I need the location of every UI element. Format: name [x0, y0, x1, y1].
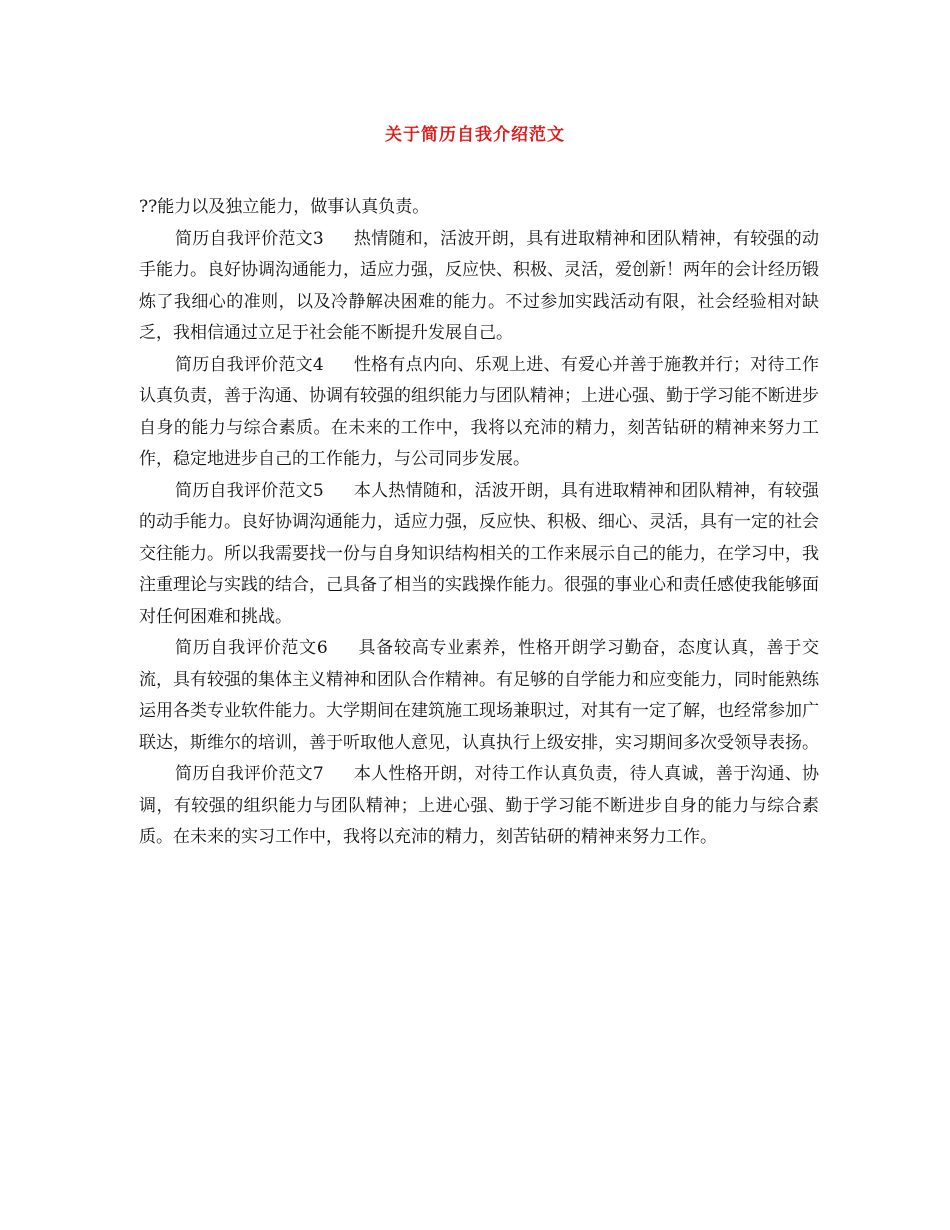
- section-text: 本人热情随和，活波开朗，具有进取精神和团队精神，有较强的动手能力。良好协调沟通能力，适应力强，反应快、积极、细心、灵活，具有一定的社会交往能力。所以我需要找一份与自身知识结构相关的工作来展示自己的能力，在学习中，我注重理论与实践的结合，己具备了相当的实践操作能力。很强的事业心和责任感使我能够面对任何困难和挑战。: [139, 480, 819, 627]
- section-paragraph-4: [139, 350, 819, 476]
- section-label: 简历自我评价范文7: [175, 764, 324, 784]
- section-paragraph-5: [139, 476, 819, 634]
- section-label: 简历自我评价范文4: [175, 354, 324, 375]
- section-text: 具备较高专业素养，性格开朗学习勤奋，态度认真，善于交流，具有较强的集体主义精神和团队合作精神。有足够的自学能力和应变能力，同时能熟练运用各类专业软件能力。大学期间在建筑施工现场兼职过，对其有一定了解，也经常参加广联达，斯维尔的培训，善于听取他人意见，认真执行上级安排，实习期间多次受领导表扬。: [139, 638, 819, 753]
- section-paragraph-6: [139, 633, 819, 759]
- section-label: 简历自我评价范文3: [175, 228, 324, 249]
- section-text: 热情随和，活波开朗，具有进取精神和团队精神，有较强的动手能力。良好协调沟通能力，适应力强，反应快、积极、灵活，爱创新！两年的会计经历锻炼了我细心的准则，以及冷静解决困难的能力。不过参加实践活动有限，社会经验相对缺乏，我相信通过立足于社会能不断提升发展自己。: [139, 228, 819, 343]
- section-text: 本人性格开朗，对待工作认真负责，待人真诚，善于沟通、协调，有较强的组织能力与团队精神；上进心强、勤于学习能不断进步自身的能力与综合素质。在未来的实习工作中，我将以充沛的精力，刻苦钻研的精神来努力工作。: [139, 764, 819, 847]
- section-label: 简历自我评价范文6: [175, 638, 328, 658]
- section-label: 简历自我评价范文5: [175, 480, 324, 501]
- document-title: 关于简历自我介绍范文: [385, 125, 565, 145]
- document-body: [139, 192, 819, 854]
- section-text: 性格有点内向、乐观上进、有爱心并善于施教并行；对待工作认真负责，善于沟通、协调有较强的组织能力与团队精神；上进心强、勤于学习能不断进步自身的能力与综合素质。在未来的工作中，我将以充沛的精力，刻苦钻研的精神来努力工作，稳定地进步自己的工作能力，与公司同步发展。: [139, 354, 819, 469]
- intro-paragraph: ??能力以及独立能力，做事认真负责。: [139, 197, 430, 217]
- section-paragraph-3: [139, 224, 819, 350]
- section-paragraph-7: [139, 759, 819, 854]
